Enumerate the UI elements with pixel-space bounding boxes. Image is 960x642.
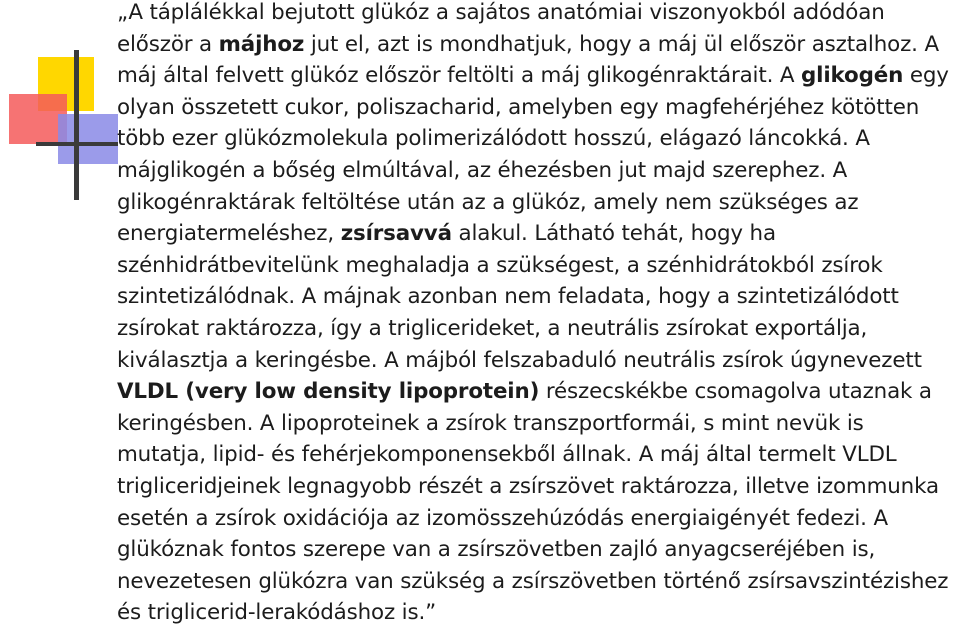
bold-term: zsírsavvá [340,221,452,247]
text-segment: egy olyan összetett cukor, poliszacharid, amelyben egy magfehérjéhez kötötten több ezer glükózmolekula polimerizálódott hosszú, elágazó láncokká. A májglikogén a bőség elmúltával, az éhezésben jut majd szerephez. A glikogénraktárak feltöltése után az a glükóz, amely nem szükséges az energiatermeléshez, [117,63,949,247]
vertical-line [74,50,79,200]
decorative-corner-graphic [0,0,120,200]
text-segment: jut el, azt is mondhatjuk, hogy a máj ül először asztalhoz. A máj által felvett glükóz először feltölti a máj glikogénraktárait. A [117,31,939,89]
bold-term: glikogén [801,63,904,89]
bold-term: májhoz [218,31,305,57]
horizontal-line [36,142,118,146]
text-segment: alakul. Látható tehát, hogy ha szénhidrátbevitelünk meghaladja a szükségest, a szénhidrátokból zsírok szintetizálódnak. A májnak azonban nem feladata, hogy a szintetizálódott zsírokat raktározza, így a triglicerideket, a neutrális zsírokat exportálja, kiválasztja a keringésbe. A májból felszabaduló neutrális zsírok úgynevezett [117,221,922,373]
bold-term: VLDL (very low density lipoprotein) [117,379,540,405]
blue-square [58,114,118,164]
text-segment: részecskékbe csomagolva utaznak a keringésben. A lipoproteinek a zsírok transzportformái, s mint nevük is mutatja, lipid- és fehérjekomponensekből állnak. A máj által termelt VLDL trigliceridjeinek legnagyobb részét a zsírszövet raktározza, illetve izommunka esetén a zsírok oxidációja az izomösszehúzódás energiaigényét fedezi. A glükóznak fontos szerepe van a zsírszövetben zajló anyagcseréjében is, nevezetesen glükózra van szükség a zsírszövetben történő zsírsavszintézishez és triglicerid-lerakódáshoz is.” [117,379,949,626]
text-segment: „A táplálékkal bejutott glükóz a sajátos anatómiai viszonyokból adódóan először a [117,0,885,57]
slide-body-text [117,0,953,629]
